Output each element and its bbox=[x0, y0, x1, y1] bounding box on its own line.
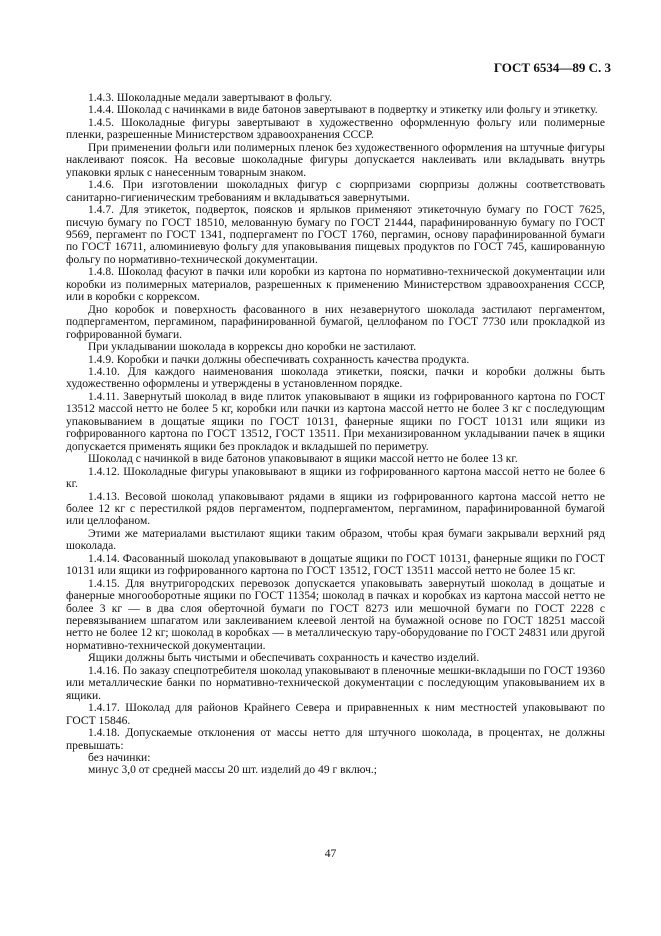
paragraph: 1.4.5. Шоколадные фигуры завертывают в художественно оформленную фольгу или полимерные пленки, разрешенные Министерством здравоохранения СССР. bbox=[66, 116, 605, 142]
paragraph: Шоколад с начинкой в виде батонов упаковывают в ящики массой нетто не более 13 кг. bbox=[88, 453, 518, 466]
paragraph: При укладывании шоколада в коррексы дно коробки не застилают. bbox=[88, 341, 417, 354]
paragraph: 1.4.14. Фасованный шоколад упаковывают в дощатые ящики по ГОСТ 10131, фанерные ящики по ГОСТ 10131 или ящики из гофрированного картона по ГОСТ 13512, ГОСТ 13511 массой нетто не более 15 кг. bbox=[66, 552, 605, 578]
paragraph: 1.4.4. Шоколад с начинками в виде батонов завертывают в подвертку и этикетку или фольгу и этикетку. bbox=[88, 104, 598, 117]
paragraph: 1.4.13. Весовой шоколад упаковывают рядами в ящики из гофрированного картона массой нетто не более 12 кг с перестилкой рядов пергаментом, подпергаментом, пергамином, парафинированной бумагой или целлофаном. bbox=[66, 490, 605, 528]
paragraph: 1.4.9. Коробки и пачки должны обеспечивать сохранность качества продукта. bbox=[88, 353, 470, 366]
page-number: 47 bbox=[324, 848, 337, 860]
paragraph: минус 3,0 от средней массы 20 шт. изделий до 49 г включ.; bbox=[88, 764, 378, 777]
paragraph: без начинки: bbox=[88, 752, 151, 765]
paragraph: Ящики должны быть чистыми и обеспечивать сохранность и качество изделий. bbox=[88, 652, 480, 665]
paragraph: При применении фольги или полимерных пленок без художественного оформления на штучные фигуры наклеивают поясок. На весовые шоколадные фигуры допускается наклеивать или вкладывать внутрь упаковки ярлык с нанесенным товарным знаком. bbox=[66, 141, 605, 179]
paragraph: 1.4.15. Для внутригородских перевозок допускается упаковывать завернутый шоколад в дощатые и фанерные многооборотные ящики по ГОСТ 11354; шоколад в пачках и коробках из картона массой нетто не более 3 кг — в два слоя оберточной бумаги по ГОСТ 8273 или мешочной бумаги по ГОСТ 2228 с перевязыванием шпагатом или заклеиванием клеевой лентой на бумажной основе по ГОСТ 18251 массой нетто не более 12 кг; шоколад в коробках — в металлическую тару-оборудование по ГОСТ 24831 или другой нормативно-технической документации. bbox=[66, 577, 605, 652]
paragraph: 1.4.17. Шоколад для районов Крайнего Севера и приравненных к ним местностей упаковывают по ГОСТ 15846. bbox=[66, 702, 605, 727]
paragraph: 1.4.18. Допускаемые отклонения от массы нетто для штучного шоколада, в процентах, не должны превышать: bbox=[66, 727, 605, 752]
paragraph: 1.4.16. По заказу спецпотребителя шоколад упаковывают в пленочные мешки-вкладыши по ГОСТ 19360 или металлические банки по нормативно-технической документации с последующим упаковыванием их в ящики. bbox=[66, 664, 605, 702]
page-header: ГОСТ 6534—89 С. 3 bbox=[493, 60, 611, 75]
paragraph: Этими же материалами выстилают ящики таким образом, чтобы края бумаги закрывали верхний ряд шоколада. bbox=[66, 527, 605, 553]
paragraph: 1.4.12. Шоколадные фигуры упаковывают в ящики из гофрированного картона массой нетто не более 6 кг. bbox=[66, 465, 605, 491]
paragraph: 1.4.7. Для этикеток, подверток, поясков и ярлыков применяют этикеточную бумагу по ГОСТ 7625, писчую бумагу по ГОСТ 18510, мелованную бумагу по ГОСТ 21444, парафинированную бумагу по ГОСТ 9569, пергамент по ГОСТ 1341, подпергамент по ГОСТ 1760, пергамин, основу парафинированной бумаги по ГОСТ 16711, алюминиевую фольгу для упаковывания пищевых продуктов по ГОСТ 745, кашированную фольгу по нормативно-технической документации. bbox=[66, 204, 605, 266]
document-body bbox=[66, 92, 605, 777]
paragraph: 1.4.8. Шоколад фасуют в пачки или коробки из картона по нормативно-технической документации или коробки из полимерных материалов, разрешенных к применению Министерством здравоохранения СССР, или в коробки с коррексом. bbox=[66, 266, 605, 304]
paragraph: 1.4.11. Завернутый шоколад в виде плиток упаковывают в ящики из гофрированного картона по ГОСТ 13512 массой нетто не более 5 кг, коробки или пачки из картона массой нетто не более 3 кг с последующим упаковыванием в дощатые ящики по ГОСТ 10131, фанерные ящики по ГОСТ 10131 или ящики из гофрированного картона по ГОСТ 13512, ГОСТ 13511. При механизированном укладывании пачек в ящики допускается применять ящики без прокладок и вкладышей по периметру. bbox=[66, 390, 605, 453]
paragraph: 1.4.6. При изготовлении шоколадных фигур с сюрпризами сюрпризы должны соответствовать санитарно-гигиеническим требованиям и вкладываться завернутыми. bbox=[66, 179, 605, 204]
paragraph: 1.4.3. Шоколадные медали завертывают в фольгу. bbox=[88, 92, 333, 104]
paragraph: 1.4.10. Для каждого наименования шоколада этикетки, пояски, пачки и коробки должны быть художественно оформлены и утверждены в установленном порядке. bbox=[66, 365, 605, 391]
paragraph: Дно коробок и поверхность фасованного в них незавернутого шоколада застилают пергаментом, подпергаментом, пергамином, парафинированной бумагой, целлофаном по ГОСТ 7730 или прокладкой из гофрированной бумаги. bbox=[66, 303, 605, 341]
